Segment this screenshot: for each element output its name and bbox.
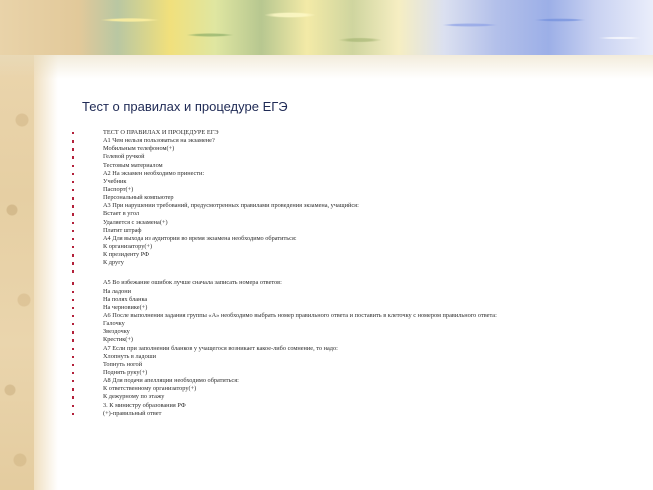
bullet-icon: [72, 270, 74, 272]
list-item-text: Галочку: [103, 320, 125, 328]
list-item-text: Топнуть ногой: [103, 360, 143, 368]
list-item-text: Персональный компьютер: [103, 194, 174, 202]
list-item-text: К организатору(+): [103, 242, 153, 250]
list-item-text: Мобильным телефоном(+): [103, 145, 175, 153]
bullet-icon: [72, 307, 74, 309]
bullet-icon: [72, 181, 74, 183]
list-item-text: Учебник: [103, 177, 127, 185]
list-item-text: Платит штраф: [103, 226, 142, 234]
bullet-icon: [72, 364, 74, 366]
list-item-text: А5 Во избежание ошибок лучше сначала записать номера ответов:: [103, 279, 282, 287]
list-item-text: Звездочку: [103, 328, 130, 336]
banner-fade: [0, 55, 653, 79]
bullet-icon: [72, 380, 74, 382]
bullet-icon: [72, 238, 74, 240]
bullet-icon: [72, 205, 74, 207]
list-item-text: Встает в угол: [103, 210, 140, 218]
bullet-icon: [72, 331, 74, 333]
bullet-icon: [72, 173, 74, 175]
list-item-text: На ладони: [103, 287, 131, 295]
list-item-text: А7 Если при заполнении бланков у учащегося возникает какое-либо сомнение, то надо:: [103, 344, 338, 352]
bullet-icon: [72, 230, 74, 232]
list-item-text: А2 На экзамен необходимо принести:: [103, 169, 205, 177]
list-item-text: Поднять руку(+): [103, 368, 148, 376]
list-item-text: К дежурному по этажу: [103, 393, 165, 401]
list-item-text: ТЕСТ О ПРАВИЛАХ И ПРОЦЕДУРЕ ЕГЭ: [103, 129, 219, 136]
top-floral-banner: [0, 0, 653, 55]
list-item-text: Хлопнуть в ладоши: [103, 352, 156, 360]
list-item-text: На полях бланка: [103, 295, 148, 303]
bullet-icon: [72, 388, 74, 390]
list-item-text: А3 При нарушении требований, предусмотренных правилами проведения экзамена, учащийся:: [103, 202, 359, 210]
list-item-text: Крестик(+): [103, 336, 134, 344]
bullet-icon: [72, 413, 74, 415]
list-item-text: 3. К министру образования РФ: [103, 401, 186, 409]
list-item-text: А6 После выполнения задания группы «А» необходимо выбрать номер правильного ответа и поставить в клеточку с номером правильного ответа:: [103, 311, 497, 319]
bullet-icon: [72, 197, 74, 199]
bullet-icon: [72, 396, 74, 398]
bullet-icon: [72, 132, 74, 134]
bullet-icon: [72, 339, 74, 341]
list-item-text: Тестовым материалом: [103, 161, 163, 169]
bullet-icon: [72, 148, 74, 150]
bullet-icon: [72, 156, 74, 158]
list-item-text: А4 Для выхода из аудитории во время экзамена необходимо обратиться:: [103, 234, 297, 242]
list-item-text: Гелевой ручкой: [103, 153, 145, 161]
bullet-icon: [72, 348, 74, 350]
bullet-icon: [72, 140, 74, 142]
bullet-icon: [72, 323, 74, 325]
bullet-icon: [72, 246, 74, 248]
list-item-text: А8 Для подачи апелляции необходимо обратиться:: [103, 377, 239, 385]
list-item-text: Удаляется с экзамена(+): [103, 218, 168, 226]
bullet-icon: [72, 315, 74, 317]
list-item-text: А1 Чем нельзя пользоваться на экзамене?: [103, 137, 215, 145]
bullet-icon: [72, 189, 74, 191]
list-item-text: К другу: [103, 259, 124, 267]
list-item-text: (+)-правильный ответ: [103, 409, 162, 417]
list-item-text: К ответственному организатору(+): [103, 385, 197, 393]
bullet-icon: [72, 282, 74, 284]
bullet-icon: [72, 262, 74, 264]
bullet-icon: [72, 222, 74, 224]
list-item-text: Паспорт(+): [103, 185, 134, 193]
bullet-icon: [72, 291, 74, 293]
bullet-icon: [72, 299, 74, 301]
bullet-icon: [72, 356, 74, 358]
bullet-icon: [72, 213, 74, 215]
bullet-icon: [72, 405, 74, 407]
bullet-icon: [72, 372, 74, 374]
list-item-text: На черновике(+): [103, 303, 148, 311]
bullet-icon: [72, 254, 74, 256]
list-item-text: К президенту РФ: [103, 251, 150, 259]
slide-title: Тест о правилах и процедуре ЕГЭ: [82, 99, 288, 114]
bullet-icon: [72, 165, 74, 167]
